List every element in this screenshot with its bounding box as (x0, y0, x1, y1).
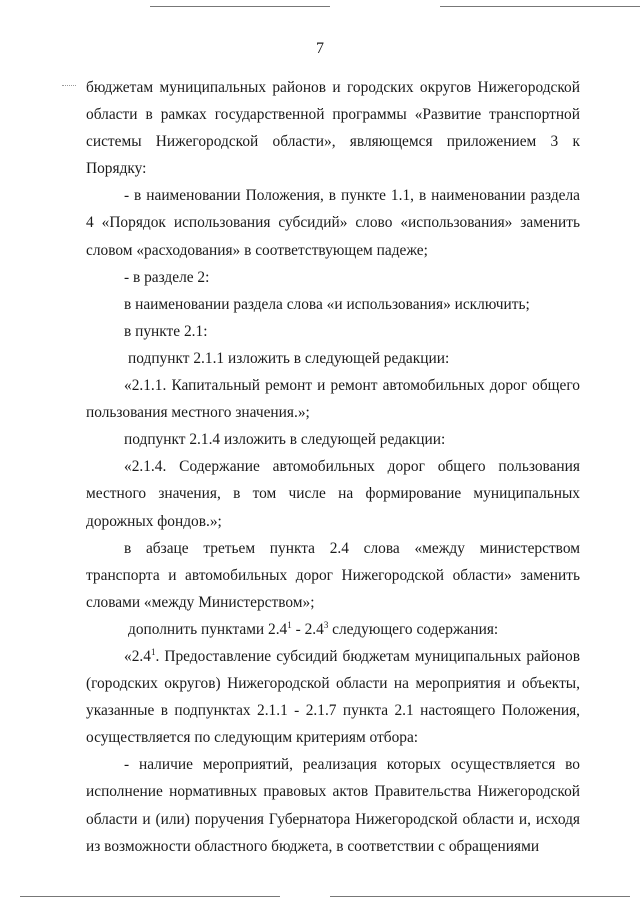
paragraph-1: бюджетам муниципальных районов и городских округов Нижегородской области в рамках государственной программы «Развитие транспортной системы Нижегородской области», являющемся приложением 3 к Порядку: (86, 79, 580, 178)
paragraph-5: в пункте 2.1: (124, 322, 208, 340)
paragraph-10: в абзаце третьем пункта 2.4 слова «между министерством транспорта и автомобильных дорог Нижегородской области» заменить словами «между Министерством»; (86, 539, 580, 611)
paragraph-11 (86, 616, 580, 643)
p12-text-a: «2.4 (124, 647, 151, 665)
p11-text-c: следующего содержания: (328, 620, 499, 638)
paragraph-4: в наименовании раздела слова «и использования» исключить; (124, 295, 530, 313)
paragraph-13: - наличие мероприятий, реализация которых осуществляется во исполнение нормативных правовых актов Правительства Нижегородской области и (или) поручения Губернатора Нижегородской области и, исходя из возможности областного бюджета, в соответствии с обращениями (86, 756, 580, 855)
paragraph-6: подпункт 2.1.1 изложить в следующей редакции: (128, 349, 450, 367)
p12-superscript: 1 (150, 646, 156, 657)
p11-text-a: дополнить пунктами 2.4 (128, 620, 288, 638)
paragraph-3: - в разделе 2: (124, 268, 210, 286)
paragraph-12 (86, 643, 580, 751)
scan-artifact-left-mark (62, 85, 76, 86)
paragraph-7: «2.1.1. Капитальный ремонт и ремонт автомобильных дорог общего пользования местного значения.»; (86, 377, 580, 422)
p12-text-b: . Предоставление субсидий бюджетам муниципальных районов (городских округов) Нижегородской области на мероприятия и объекты, указанные в подпунктах 2.1.1 - 2.1.7 пункта 2.1 настоящего Положения, осуществляется по следующим критериям отбора: (86, 647, 580, 747)
paragraph-2: - в наименовании Положения, в пункте 1.1, в наименовании раздела 4 «Порядок использования субсидий» слово «использования» заменить словом «расходования» в соответствующем падеже; (86, 187, 580, 259)
scan-artifact-top-right (440, 6, 640, 7)
p11-superscript-1: 1 (287, 619, 292, 630)
scan-artifact-bottom-left (20, 896, 280, 897)
document-body (86, 74, 580, 860)
paragraph-8: подпункт 2.1.4 изложить в следующей редакции: (124, 431, 446, 449)
p11-text-b: - 2.4 (291, 620, 324, 638)
paragraph-9: «2.1.4. Содержание автомобильных дорог общего пользования местного значения, в том числе на формирование муниципальных дорожных фондов.»; (86, 458, 580, 530)
page-number: 7 (316, 40, 324, 57)
p11-superscript-2: 3 (323, 619, 329, 630)
scan-artifact-bottom-right (330, 896, 630, 897)
scan-artifact-top (150, 6, 330, 7)
